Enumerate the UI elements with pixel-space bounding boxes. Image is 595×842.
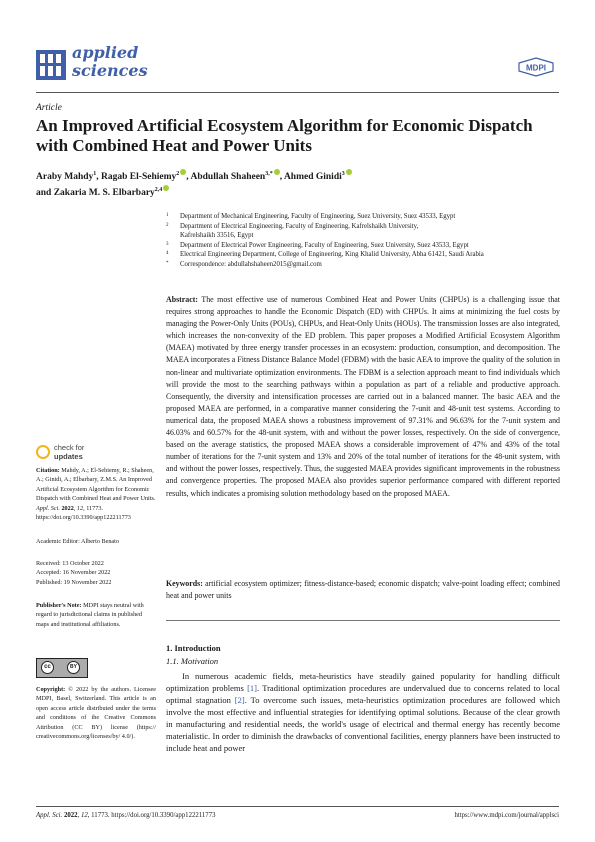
author-conjunction: and <box>36 188 54 199</box>
author-line-2 <box>36 184 556 200</box>
citation-volume: 12 <box>76 504 84 512</box>
affiliation-text: Department of Electrical Power Engineering, Faculty of Engineering, Suez University, Suez 43533, Egypt <box>180 241 469 249</box>
mdpi-logo-icon <box>517 57 555 77</box>
footer-divider <box>36 806 559 807</box>
intro-paragraph <box>166 670 560 754</box>
citation-year: 2022 <box>61 504 74 512</box>
author-line-1 <box>36 168 556 184</box>
paragraph-text: . To overcome such issues, meta-heuristics optimization procedures are followed which involve the most effective and influential strategies for identifying optimal solutions. Because of the clear growth in manufacturing and residential needs, the world's usage of electrical and thermal energy has recently become materialistic. In order to diminish the drawbacks of conventional facilities, energy planners have been instructed to include heat and power <box>166 695 560 753</box>
author-separator: , <box>186 172 191 183</box>
publisher-note-label: Publisher's Note: <box>36 602 82 609</box>
author-separator: , <box>96 172 102 183</box>
section-heading: 1. Introduction <box>166 643 221 653</box>
correspondence-email[interactable]: Correspondence: abdullahshaheen2015@gmail.com <box>180 260 322 268</box>
paragraph-text: In numerous academic fields, meta-heuristics have steadily gained popularity for handling difficult optimization problems <box>166 671 560 693</box>
affiliation-item <box>166 250 561 260</box>
affiliation-item <box>166 212 561 222</box>
published-date: Published: 19 November 2022 <box>36 578 112 586</box>
affiliation-text: Department of Mechanical Engineering, Faculty of Engineering, Suez University, Suez 43533, Egypt <box>180 213 456 220</box>
citation-block: Citation: Mahdy, A.; El-Sehiemy, R.; Shaheen, A.; Ginidi, A.; Elbarbary, Z.M.S. An Improved Artificial Ecosystem Algorithm for Economic Dispatch with Combined Heat and Power Units. Appl. Sci. 2022, 12, 11773. https://doi.org/10.3390/app122211773 <box>36 467 156 522</box>
author-list <box>36 168 556 200</box>
author-name[interactable]: Ragab El-Sehiemy <box>101 172 177 183</box>
publisher-name: MDPI <box>526 63 546 73</box>
citation-text: Mahdy, A.; El-Sehiemy, R.; Shaheen, A.; Ginidi, A.; Elbarbary, Z.M.S. An Improved Artificial Ecosystem Algorithm for Economic Dispatch with Combined Heat and Power Units. <box>36 467 156 503</box>
publisher-note <box>36 601 156 629</box>
article-type: Article <box>36 103 62 113</box>
author-affiliation-sup: 2,4 <box>154 187 163 194</box>
affiliation-text: Electrical Engineering Department, College of Engineering, King Khalid University, Abha 61421, Saudi Arabia <box>180 251 484 258</box>
abstract-text: The most effective use of numerous Combined Heat and Power Units (CHPUs) is a challenging issue that requires strong approaches to handle the Economic Dispatch (ED) with CHPUs. It aims at minimizing the fuel costs by managing the Power-Only Units (POUs), CHPUs, and Heat-Only Units (HOUs). The transmission losses are also integrated, which increases the non-convexity of the ED problem. This paper proposes a Modified Artificial Ecosystem Algorithm (MAEA) motivated by three energy transfer processes in an ecosystem: production, consumption, and decomposition. The MAEA incorporates a Fitness Distance Balance Model (FDBM) with the basic AEA to improve the quality of the solution in non-linear and multivariate optimization environments. The FDBM is a selection approach meant to find individuals which will provide the most to the searching pathways within a population as part of a reliable and productive approach. Consequently, the diversity and intensification processes are carried out in a balanced manner. The basic AEA and the proposed MAEA are performed, in a comparative manner considering the 7-unit and 48-unit test systems. According to numerical data, the proposed MAEA shows a robustness improvement of 97.31% and 96.63% for the 7-unit system and 46.03% and 60.57% for the 48-unit system, with and without the power losses, respectively. On the side of convergence, based on the average statistics, the proposed MAEA shows a considerable improvement of 47% and 43% of the total number of iterations for the 7-unit system and 13% and 20% of the total number of iterations for the 48-unit system, with and without the power losses, respectively. Thus, the suggested MAEA provides significant improvements in the robustness and convergence properties. The proposed MAEA also provides superior performance compared with different reported results, which indicates a promising solution methodology based on the proposed MAEA. <box>166 295 560 498</box>
affiliation-text: Kafrelshaikh 33516, Egypt <box>180 232 254 239</box>
orcid-icon[interactable] <box>163 185 169 191</box>
journal-name-line1: applied <box>72 43 139 62</box>
affiliation-item <box>166 241 561 251</box>
author-separator: , <box>279 172 284 183</box>
received-date: Received: 13 October 2022 <box>36 560 104 567</box>
affiliation-number: 1 <box>166 213 169 218</box>
footer-year: 2022 <box>63 812 78 819</box>
mdpi-logo <box>517 57 555 77</box>
publication-dates <box>36 559 156 587</box>
check-for-updates-badge[interactable] <box>36 443 156 463</box>
copyright-label: Copyright: <box>36 686 66 693</box>
footer-volume: 12 <box>80 812 88 819</box>
citation-journal: Appl. Sci. <box>36 504 60 512</box>
correspondence <box>166 260 561 270</box>
author-name[interactable]: Araby Mahdy <box>36 172 94 183</box>
body-paragraph <box>166 670 560 754</box>
footer-journal: Appl. Sci. <box>36 812 63 819</box>
check-updates-text <box>54 444 84 461</box>
academic-editor: Academic Editor: Alberto Benato <box>36 538 119 545</box>
citation-doi[interactable]: , 11773. https://doi.org/10.3390/app122211773 <box>36 504 131 522</box>
accepted-date: Accepted: 16 November 2022 <box>36 569 111 577</box>
author-name[interactable]: Abdullah Shaheen <box>190 172 266 183</box>
affiliation-list <box>166 212 561 269</box>
affiliation-number: 4 <box>166 251 169 256</box>
copyright-text: © 2022 by the authors. Licensee MDPI, Basel, Switzerland. This article is an open access article distributed under the terms and conditions of the Creative Commons Attribution (CC BY) license (https:// creativecommons.org/licenses/by/ 4.0/). <box>36 686 157 741</box>
keywords-label: Keywords: <box>166 579 203 588</box>
paragraph-text: . Traditional optimization procedures are undervalued due to concerns related to local optimal stagnation <box>166 683 560 705</box>
keywords-divider <box>166 620 560 621</box>
author-name[interactable]: Zakaria M. S. Elbarbary <box>53 188 155 199</box>
check-updates-icon <box>36 445 50 459</box>
abstract <box>166 294 560 500</box>
affiliation-number: 2 <box>166 222 169 228</box>
journal-name-line2: sciences <box>72 61 148 80</box>
author-affiliation-sup: 2 <box>176 171 180 177</box>
cc-icon: cc <box>41 661 54 674</box>
subsection-heading: 1.1. Motivation <box>166 656 219 666</box>
author-name[interactable]: Ahmed Ginidi <box>283 172 342 183</box>
orcid-icon[interactable] <box>346 169 352 175</box>
affiliation-number: 3 <box>166 241 169 247</box>
author-affiliation-sup: 3 <box>341 171 345 177</box>
affiliation-item <box>166 222 561 232</box>
journal-name <box>72 44 148 80</box>
footer-doi[interactable]: , 11773. https://doi.org/10.3390/app122211773 <box>87 812 216 819</box>
keywords-text: artificial ecosystem optimizer; fitness-distance-based; economic dispatch; valve-point loading effect; combined heat and power units <box>166 579 560 601</box>
footer-citation: Appl. Sci. 2022, 12, 11773. https://doi.org/10.3390/app122211773 <box>36 812 216 819</box>
check-updates-line1: check for <box>54 443 85 452</box>
by-icon: BY <box>67 661 80 674</box>
check-updates-line2: updates <box>54 451 83 461</box>
article-title: An Improved Artificial Ecosystem Algorithm for Economic Dispatch with Combined Heat and Power Units <box>36 116 533 155</box>
citation-label: Citation: <box>36 467 60 474</box>
affiliation-number: * <box>166 260 169 266</box>
copyright-block <box>36 685 156 741</box>
publisher-note-text: MDPI stays neutral with regard to jurisdictional claims in published maps and institutional affiliations. <box>36 602 144 628</box>
keywords <box>166 578 560 602</box>
author-affiliation-sup: 1 <box>93 171 97 177</box>
citation-link[interactable]: [1] <box>247 683 257 693</box>
journal-logo-icon <box>36 50 66 80</box>
cc-by-license-badge[interactable] <box>36 658 88 678</box>
citation-link[interactable]: [2] <box>234 695 245 705</box>
author-affiliation-sup: 3,* <box>265 171 273 177</box>
affiliation-item <box>166 231 561 241</box>
affiliation-text: Department of Electrical Engineering, Faculty of Engineering, Kafrelshaikh University, <box>180 222 419 230</box>
abstract-label: Abstract: <box>166 295 198 304</box>
footer-journal-url[interactable]: https://www.mdpi.com/journal/applsci <box>454 812 559 819</box>
header-divider <box>36 92 559 93</box>
